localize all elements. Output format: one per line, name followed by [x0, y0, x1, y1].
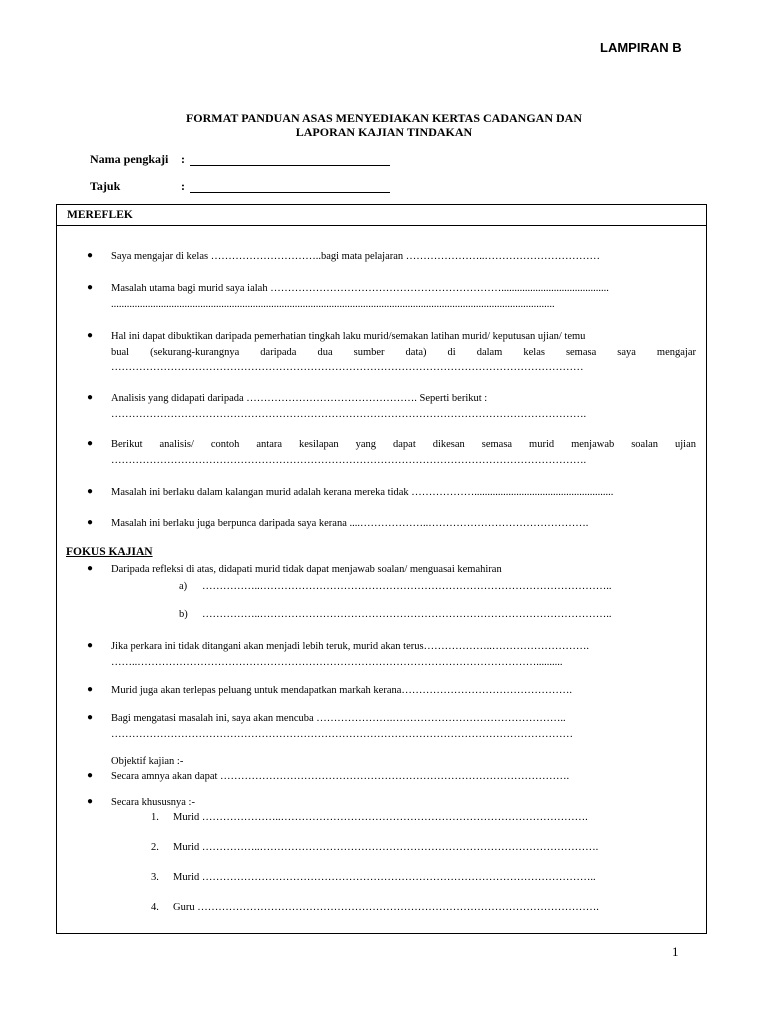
- bullet-icon: ●: [87, 330, 94, 341]
- mereflek-heading: MEREFLEK: [67, 209, 133, 221]
- sub-item-a-label: a): [179, 581, 188, 592]
- numbered-item-4: Guru …………………………………………………………………………………………………….: [173, 902, 599, 913]
- fokus-item-1: Daripada refleksi di atas, didapati murid tidak dapat menjawab soalan/ menguasai kemahiran: [111, 564, 502, 575]
- bullet-icon: ●: [87, 250, 94, 261]
- numbered-item-2: Murid ……………..…………………………………………………………………………………….: [173, 842, 599, 853]
- numbered-item-1-num: 1.: [151, 812, 159, 823]
- mereflek-item-6: Masalah ini berlaku dalam kalangan murid adalah kerana mereka tidak ……………….....................................................: [111, 487, 614, 498]
- appendix-label: LAMPIRAN B: [600, 40, 682, 55]
- fokus-item-6: Secara khususnya :-: [111, 797, 195, 808]
- bullet-icon: ●: [87, 640, 94, 651]
- bullet-icon: ●: [87, 796, 94, 807]
- bullet-icon: ●: [87, 486, 94, 497]
- bullet-icon: ●: [87, 563, 94, 574]
- mereflek-item-2: Masalah utama bagi murid saya ialah ………………………………………………………….........................................: [111, 283, 609, 294]
- sub-item-b-label: b): [179, 609, 188, 620]
- mereflek-item-2-cont: .........................................................................................................................................................................: [111, 299, 555, 310]
- researcher-name-label: Nama pengkaji: [90, 152, 169, 166]
- bullet-icon: ●: [87, 282, 94, 293]
- mereflek-item-4: Analisis yang didapati daripada …………………………………………. Seperti berikut :: [111, 393, 488, 404]
- researcher-name-colon: :: [181, 152, 185, 166]
- bullet-icon: ●: [87, 712, 94, 723]
- mereflek-item-3: Hal ini dapat dibuktikan daripada pemerhatian tingkah laku murid/semakan latihan murid/ keputusan ujian/ temu: [111, 331, 586, 342]
- numbered-item-3-num: 3.: [151, 872, 159, 883]
- bullet-icon: ●: [87, 684, 94, 695]
- mereflek-item-4-cont: ……………………………………………………………………………………………………………………….: [111, 409, 587, 420]
- mereflek-header: [57, 205, 706, 226]
- title-field[interactable]: [190, 192, 390, 193]
- researcher-name-field[interactable]: [190, 165, 390, 166]
- bullet-icon: ●: [87, 517, 94, 528]
- document-title-line2: LAPORAN KAJIAN TINDAKAN: [295, 125, 473, 139]
- fokus-item-2: Jika perkara ini tidak ditangani akan menjadi lebih teruk, murid akan terus………………..……………………….: [111, 641, 589, 652]
- bullet-icon: ●: [87, 770, 94, 781]
- guide-form-box: [56, 204, 707, 934]
- page-number: 1: [672, 944, 679, 959]
- mereflek-item-5-cont: ……………………………………………………………………………………………………………………….: [111, 455, 587, 466]
- sub-item-b: ……………..………………………………………………………………………………………..: [202, 609, 612, 620]
- fokus-item-4-cont: ……………………………………………………………………………………………………………………: [111, 729, 573, 740]
- mereflek-item-3-cont: bual (sekurang-kurangnya daripada dua sumber data) di dalam kelas semasa saya mengajar: [111, 347, 696, 358]
- mereflek-item-7: Masalah ini berlaku juga berpunca daripada saya kerana ....………………..……………………………………….: [111, 518, 589, 529]
- bullet-icon: ●: [87, 392, 94, 403]
- fokus-item-3: Murid juga akan terlepas peluang untuk mendapatkan markah kerana………………………………………….: [111, 685, 573, 696]
- numbered-item-1: Murid …………………..…………………………………………………………………………….: [173, 812, 588, 823]
- bullet-icon: ●: [87, 438, 94, 449]
- numbered-item-3: Murid …………………………………………………………………………………………………..: [173, 872, 596, 883]
- sub-item-a: ……………..………………………………………………………………………………………..: [202, 581, 612, 592]
- mereflek-item-1: Saya mengajar di kelas …………………………..bagi mata pelajaran …………………..……………………………: [111, 251, 601, 262]
- mereflek-item-3-cont2: ………………………………………………………………………………………………………………………: [111, 362, 584, 373]
- fokus-item-5: Secara amnya akan dapat ……………………………………………………………………………………….: [111, 771, 570, 782]
- numbered-item-2-num: 2.: [151, 842, 159, 853]
- fokus-item-4: Bagi mengatasi masalah ini, saya akan mencuba ………………….…………………………………………..: [111, 713, 566, 724]
- numbered-item-4-num: 4.: [151, 902, 159, 913]
- title-label: Tajuk: [90, 179, 121, 193]
- mereflek-item-5: Berikut analisis/ contoh antara kesilapan yang dapat dikesan semasa murid menjawab soalan ujian: [111, 439, 696, 450]
- objektif-label: Objektif kajian :-: [111, 756, 184, 767]
- fokus-item-2-cont: ……..……………………………………………………………………………………………………..........: [111, 657, 563, 668]
- title-colon: :: [181, 179, 185, 193]
- document-title-line1: FORMAT PANDUAN ASAS MENYEDIAKAN KERTAS CADANGAN DAN: [185, 111, 583, 125]
- fokus-kajian-heading: FOKUS KAJIAN: [66, 546, 153, 558]
